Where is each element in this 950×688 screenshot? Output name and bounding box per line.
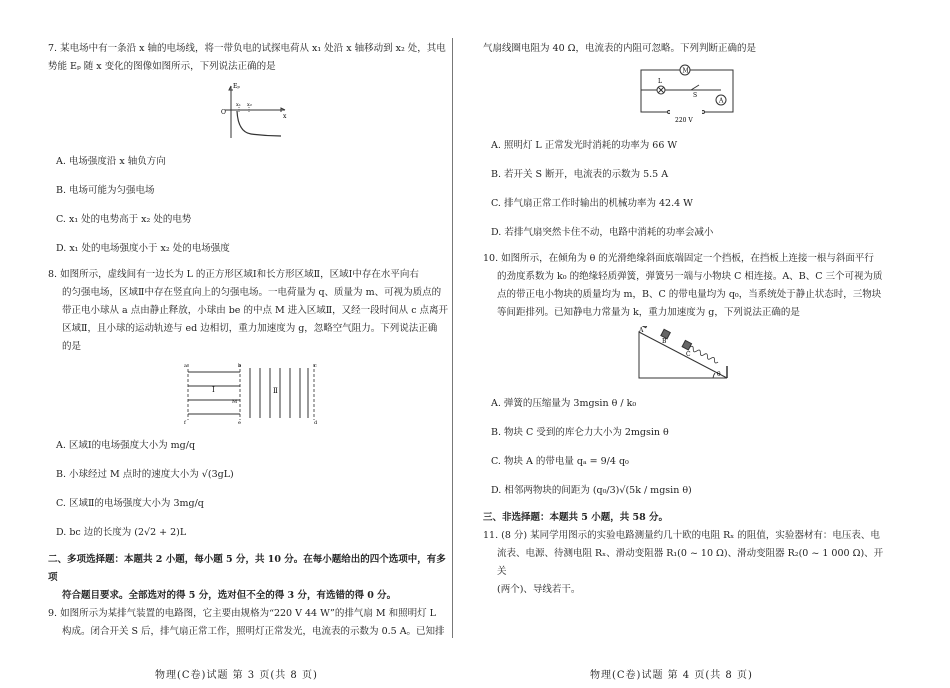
q7-label-ep: Eₚ	[232, 83, 240, 90]
q7-stem-line2: 势能 Eₚ 随 x 变化的图像如图所示，下列说法正确的是	[48, 61, 276, 72]
q9-option-b: B. 若开关 S 断开，电流表的示数为 5.5 A	[491, 169, 669, 180]
q7-option-b: B. 电场可能为匀强电场	[56, 185, 155, 196]
q7-option-d: D. x₁ 处的电场强度小于 x₂ 处的电场强度	[56, 243, 230, 254]
q10-line4: 等间距排列。已知静电力常量为 k，重力加速度为 g，下列说法正确的是	[497, 307, 800, 318]
q8-option-b: B. 小球经过 M 点时的速度大小为 √(3gL)	[56, 469, 234, 480]
q9-option-d: D. 若排气扇突然卡住不动，电路中消耗的功率会减小	[491, 227, 714, 238]
q10-line1: 10. 如图所示，在倾角为 θ 的光滑绝缘斜面底端固定一个挡板，在挡板上连接一根与斜面平行	[483, 253, 874, 264]
q7-label-x1: x₁	[235, 102, 241, 108]
q8-label-d: d	[313, 420, 317, 426]
question-10	[483, 250, 888, 500]
q9-circuit-diagram	[631, 62, 741, 126]
q8-label-e: e	[237, 420, 241, 426]
q8-label-m: M	[231, 399, 237, 405]
q8-option-d: D. bc 边的长度为 (2√2 + 2)L	[56, 527, 187, 538]
q7-label-x2: x₂	[246, 102, 252, 108]
q10-option-a: A. 弹簧的压缩量为 3mgsin θ / k₀	[491, 398, 637, 409]
q7-label-o: O	[220, 109, 226, 116]
right-column	[483, 40, 888, 599]
q11-line1: 11. (8 分) 某同学用图示的实验电路测量约几十欧的电阻 Rₓ 的阻值，实验器材有：电压表、电	[483, 530, 880, 541]
question-9	[48, 605, 453, 641]
section-2-header	[48, 551, 453, 605]
q8-label-region2: Ⅱ	[272, 387, 278, 395]
q8-option-a: A. 区域Ⅰ的电场强度大小为 mg/q	[56, 440, 196, 451]
q8-line4: 区域Ⅱ，且小球的运动轨迹与 ed 边相切，重力加速度为 g，忽略空气阻力。下列说法正确	[62, 323, 438, 334]
q8-label-c: c	[313, 363, 317, 369]
q8-line3: 带正电小球从 a 点由静止释放，小球由 be 的中点 M 进入区域Ⅱ，又经一段时间从 c 点离开	[62, 305, 449, 316]
q9-label-l: L	[657, 78, 662, 85]
q10-label-c: C	[685, 351, 691, 358]
q10-label-a: A	[638, 327, 643, 334]
page-footer-right: 物理(C卷)试题 第 4 页(共 8 页)	[590, 670, 753, 681]
q8-label-region1: Ⅰ	[211, 386, 215, 394]
q9-line2: 构成。闭合开关 S 后，排气扇正常工作，照明灯正常发光，电流表的示数为 0.5 A。已知排	[62, 626, 445, 637]
q11-line2: 流表、电源、待测电阻 Rₓ、滑动变阻器 R₁(0 ~ 10 Ω)、滑动变阻器 R₂(0 ~ 1 000 Ω)、开关	[497, 548, 884, 577]
q11-line3: (两个)、导线若干。	[497, 584, 581, 595]
q7-stem-line1: 7. 某电场中有一条沿 x 轴的电场线，将一带负电的试探电荷从 x₁ 处沿 x 轴移动到 x₂ 处，其电	[48, 43, 446, 54]
question-8	[48, 266, 453, 542]
question-11	[483, 527, 888, 599]
sec2-line2: 符合题目要求。全部选对的得 5 分，选对但不全的得 3 分，有选错的得 0 分。	[62, 590, 397, 601]
q9-label-s: S	[692, 92, 697, 99]
q9-label-voltage: 220 V	[674, 117, 693, 124]
q8-label-b: b	[237, 363, 241, 369]
q10-label-theta: θ	[716, 371, 721, 378]
q10-option-c: C. 物块 A 的带电量 qₐ = 9/4 q₀	[491, 456, 629, 467]
q8-field-regions-diagram	[176, 360, 326, 426]
q8-label-f: f	[183, 420, 186, 426]
q9-continued: 气扇线圈电阻为 40 Ω，电流表的内阻可忽略。下列判断正确的是	[483, 43, 757, 54]
q8-label-a: a	[183, 363, 187, 369]
q9-line1: 9. 如图所示为某排气装置的电路图，它主要由规格为“220 V 44 W”的排气扇 M 和照明灯 L	[48, 608, 436, 619]
q9-option-a: A. 照明灯 L 正常发光时消耗的功率为 66 W	[491, 140, 678, 151]
q10-line3: 点的带正电小物块的质量均为 m，B、C 的带电量均为 q₀，当系统处于静止状态时，三物块	[497, 289, 882, 300]
q10-option-b: B. 物块 C 受到的库仑力大小为 2mgsin θ	[491, 427, 669, 438]
section-3-header: 三、非选择题：本题共 5 小题，共 58 分。	[483, 512, 669, 523]
q7-label-x: x	[282, 113, 286, 120]
q10-line2: 的劲度系数为 k₀ 的绝缘轻质弹簧，弹簧另一端与小物块 C 相连接。A、B、C 三个可视为质	[497, 271, 883, 282]
q7-option-a: A. 电场强度沿 x 轴负方向	[56, 156, 166, 167]
q7-option-c: C. x₁ 处的电势高于 x₂ 处的电势	[56, 214, 192, 225]
q9-label-a: A	[718, 97, 723, 105]
page-footer-left: 物理(C卷)试题 第 3 页(共 8 页)	[155, 670, 318, 681]
q10-incline-diagram	[631, 326, 741, 384]
q8-line1: 8. 如图所示，虚线间有一边长为 L 的正方形区域Ⅰ和长方形区域Ⅱ，区域Ⅰ中存在水平向右	[48, 269, 419, 280]
q9-label-m: M	[682, 67, 689, 75]
sec2-line1: 二、多项选择题：本题共 2 小题，每小题 5 分，共 10 分。在每小题给出的四个选项中，有多项	[48, 554, 446, 583]
q9-option-c: C. 排气扇正常工作时输出的机械功率为 42.4 W	[491, 198, 693, 209]
left-column	[48, 40, 453, 641]
q8-option-c: C. 区域Ⅱ的电场强度大小为 3mg/q	[56, 498, 204, 509]
q10-label-b: B	[661, 338, 666, 345]
q8-line2: 的匀强电场，区域Ⅱ中存在竖直向上的匀强电场。一电荷量为 q、质量为 m、可视为质点的	[62, 287, 442, 298]
q7-ep-x-graph	[211, 80, 291, 142]
q8-line5: 的是	[62, 341, 82, 352]
q10-option-d: D. 相邻两物块的间距为 (q₀/3)√(5k / mgsin θ)	[491, 485, 692, 496]
question-7	[48, 40, 453, 258]
